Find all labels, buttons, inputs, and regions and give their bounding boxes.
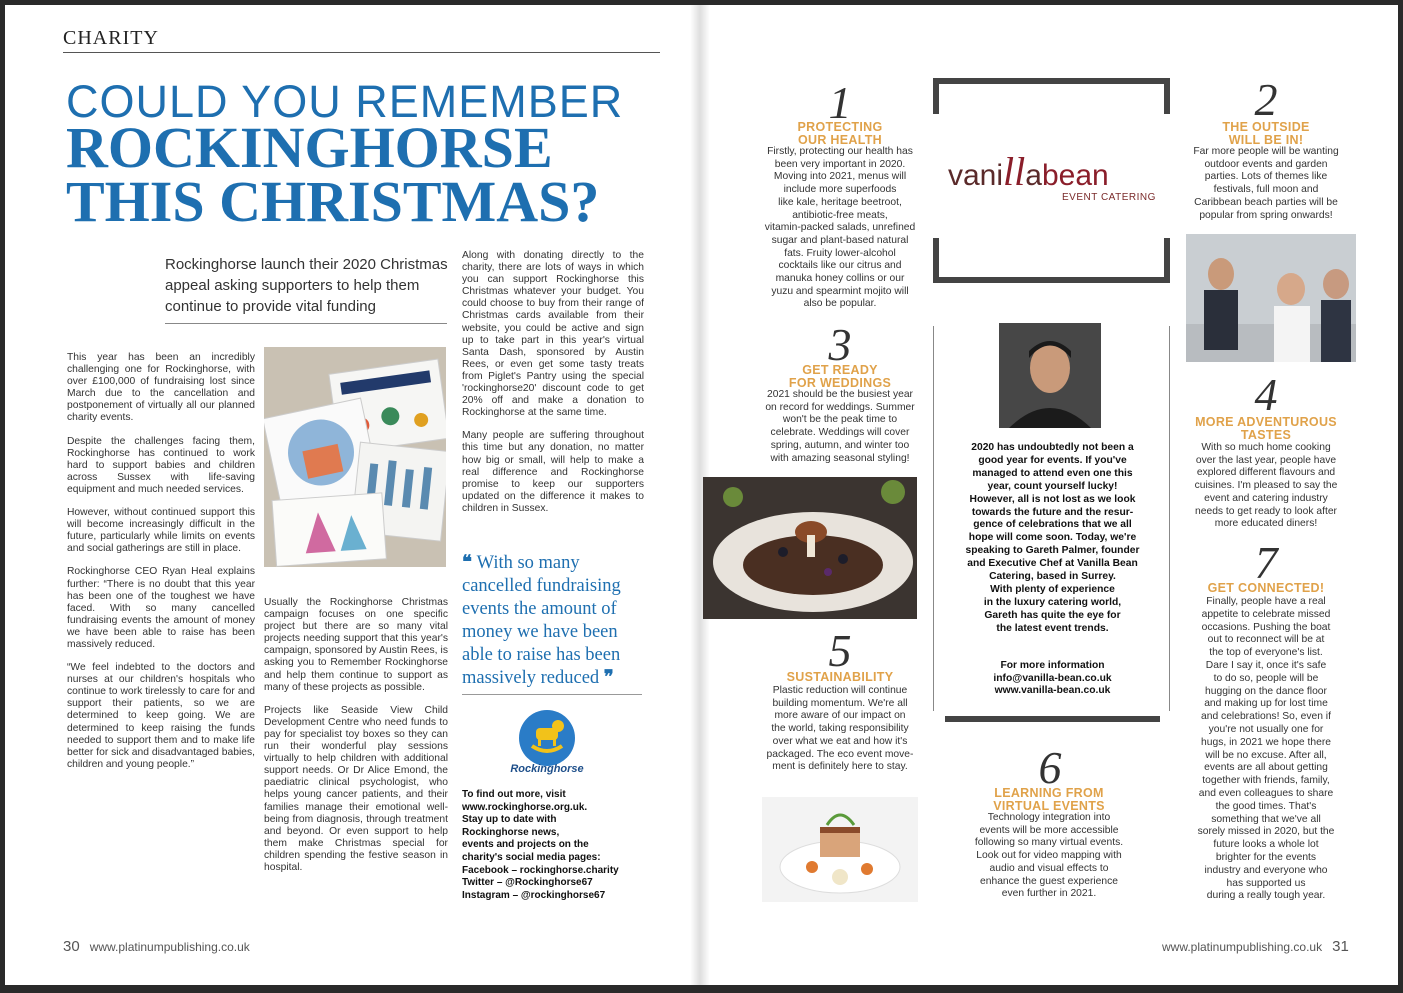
text-line: celebrate. Weddings will cover	[770, 427, 910, 439]
trend-6-title	[968, 787, 1130, 813]
text-line: explored different flavours and	[1196, 467, 1336, 479]
text-line: the latest event trends.	[996, 622, 1109, 634]
trend-4-title	[1180, 416, 1352, 442]
text-line: year, count yourself lucky!	[987, 480, 1118, 492]
paragraph: “We feel indebted to the doctors and nurses at our children's hospitals who continue to work tirelessly to care for and support their patients, so we are determined to keep going. We are determined to keep raising the funds needed to support them and to make life better for sick and disadvantaged babies, children and young people.”	[67, 662, 255, 770]
intro-standfirst: Rockinghorse launch their 2020 Christmas appeal asking supporters to help them continue to provide vital funding	[165, 256, 448, 315]
title-line: LEARNING FROM	[994, 786, 1104, 800]
text-line: festivals, full moon and	[1213, 184, 1319, 196]
text-line: cocktails like our citrus and	[778, 260, 902, 272]
quote-rule	[462, 694, 642, 695]
christmas-cards-photo	[264, 347, 446, 567]
title-line: SUSTAINABILITY	[786, 670, 894, 684]
text-line: something that we've all	[1211, 813, 1321, 825]
page-number: 30	[63, 938, 80, 955]
website-link[interactable]: www.vanilla-bean.co.uk	[994, 685, 1111, 697]
trend-4-number: 4	[1254, 369, 1278, 420]
text-line: appetite to celebrate missed	[1201, 608, 1331, 620]
open-quote-icon: ❝	[462, 553, 477, 573]
text-line: popular from spring onwards!	[1199, 209, 1333, 221]
left-footer	[63, 938, 250, 955]
text-line: With so much home cooking	[1201, 442, 1331, 453]
text-line: Instagram – @rockinghorse67	[462, 889, 606, 901]
trend-7-title	[1186, 582, 1346, 595]
text-line: sorely missed in 2020, but the	[1197, 826, 1335, 838]
rockinghorse-logo-text: Rockinghorse	[510, 763, 584, 775]
text-line: during a really tough year.	[1206, 890, 1326, 902]
text-line: hugs, in 2021 we hope there	[1201, 736, 1331, 748]
section-rule	[63, 52, 660, 53]
text-line: hugging on the dance floor	[1205, 685, 1327, 697]
text-line: vitamin-packed salads, unrefined	[764, 222, 916, 234]
headline-line-3: THIS CHRISTMAS?	[66, 169, 600, 234]
trend-2-number: 2	[1254, 74, 1278, 125]
logo-frame-bottom	[933, 277, 1170, 283]
column-1	[67, 352, 255, 782]
logo-frame-left-bottom	[933, 238, 939, 282]
title-line: PROTECTING	[797, 120, 883, 134]
text-line: in the luxury catering world,	[983, 596, 1122, 608]
title-line: TASTES	[1240, 428, 1292, 442]
text-line: speaking to Gareth Palmer, founder	[965, 545, 1140, 557]
trend-1-number: 1	[828, 77, 852, 128]
text-line: spring, autumn, and winter too	[770, 439, 910, 451]
trend-6-number: 6	[1038, 742, 1062, 793]
text-line: Stay up to date with	[462, 814, 557, 826]
text-line: on record for weddings. Summer	[765, 401, 915, 413]
pull-quote-text: With so many cancelled fundraising events the amount of money we have been able to raise has been massively reduced	[462, 553, 621, 688]
text-line: events and projects on the	[462, 839, 589, 851]
logo-frame-right-bottom	[1164, 238, 1170, 282]
chef-portrait-photo	[999, 323, 1101, 428]
column-2	[264, 597, 448, 885]
headline-line-1: COULD YOU REMEMBER	[66, 76, 624, 127]
logo-frame-top	[933, 78, 1170, 84]
footer-url[interactable]: www.platinumpublishing.co.uk	[89, 940, 250, 954]
text-line: hope will come soon. Today, we're	[968, 532, 1137, 544]
paragraph: Projects like Seaside View Child Development Centre who need funds to pay for specialist toy boxes so they can run their wonderful play sessions virtually to help children with additional support needs. Or Dr Alice Emond, the paediatric clinical psychologist, who helps young cancer patients, and their families manage their emotional well-being from diagnosis, through treatment and beyond. Or even support to help them make Christmas special for children spending the festive season in hospital.	[264, 704, 448, 873]
text-line: to do so, people will be	[1213, 672, 1319, 684]
intro-rule	[165, 323, 447, 324]
text-line: ment is definitely here to stay.	[772, 761, 908, 773]
plated-dish-photo	[762, 797, 918, 902]
text-line: packaged. The eco event move-	[766, 748, 914, 760]
text-line: fats. Fruity lower-alcohol	[784, 247, 896, 259]
text-line: enhance the guest experience	[980, 875, 1118, 887]
text-line: parties. Lots of themes like	[1204, 171, 1328, 183]
text-line: out to reconnect will be at	[1207, 634, 1325, 646]
text-line: To find out more, visit	[462, 789, 566, 800]
website-link[interactable]: www.rockinghorse.org.uk.	[462, 801, 588, 813]
text-line: Caribbean beach parties will be	[1194, 196, 1338, 208]
email-link[interactable]: info@vanilla-bean.co.uk	[993, 672, 1112, 684]
text-line: over the last year, people have	[1195, 454, 1337, 466]
trend-5-number: 5	[828, 625, 852, 676]
text-line: industry and everyone who	[1204, 864, 1328, 876]
logo-frame-left-top	[933, 78, 939, 114]
text-line: antibiotic-free meats,	[792, 209, 888, 221]
close-quote-icon: ❞	[599, 668, 614, 688]
title-line: FOR WEDDINGS	[788, 376, 892, 390]
title-line: GET READY	[802, 363, 878, 377]
text-line: sugar and plant-based natural	[771, 234, 909, 246]
trend-3-body	[758, 389, 922, 465]
trend-5-body	[758, 685, 922, 774]
text-line: managed to attend even one this	[972, 467, 1133, 479]
text-line: building momentum. We're all	[772, 697, 908, 709]
text-line: Rockinghorse news,	[462, 826, 560, 838]
text-line: won't be the peak time to	[782, 414, 898, 426]
text-line: audio and visual effects to	[989, 862, 1109, 874]
text-line: and even colleagues to share	[1198, 787, 1334, 799]
section-label: CHARITY	[63, 27, 159, 49]
paragraph: Usually the Rockinghorse Christmas campaign focuses on one specific project but there are so many vital projects needing support that this year's campaign, sponsored by Austin Rees, is asking you to Remember Rockinghorse and help them continue to support as many of these projects as possible.	[264, 597, 448, 693]
text-line: towards the future and the resur-	[971, 506, 1134, 518]
title-line: WILL BE IN!	[1228, 133, 1304, 147]
trend-4-body	[1178, 442, 1354, 531]
chefs-photo	[1186, 234, 1356, 362]
text-line: with amazing seasonal styling!	[770, 452, 910, 464]
footer-url[interactable]: www.platinumpublishing.co.uk	[1162, 940, 1323, 954]
paragraph: Along with donating directly to the charity, there are lots of ways in which you can support Rockinghorse this Christmas whatever your budget. You could choose to buy from their range of Christmas cards available from their website, you could be active and sign up to take part in this year's virtual Santa Dash, sponsored by Austin Rees, or even get some tasty treats from Piglet's Pantry using the special 'rockinghorse20' discount code to get 20% off and make a donation to Rockinghorse at the same time.	[462, 250, 644, 419]
interview-intro	[945, 442, 1160, 636]
paragraph: Rockinghorse CEO Ryan Heal explains further: “There is no doubt that this year has been one of the toughest we have faced. With so many cancelled fundraising events the amount of money we have been able to raise has been massively reduced.	[67, 566, 255, 650]
text-line: cuisines. I'm pleased to say the	[1194, 480, 1338, 492]
title-line: OUR HEALTH	[797, 133, 882, 147]
text-line: Firstly, protecting our health has	[767, 146, 913, 157]
text-line: brighter for the events	[1215, 851, 1317, 863]
logo-word: vani	[948, 159, 1004, 192]
text-line: Moving into 2021, menus will	[773, 171, 907, 183]
text-line: more aware of our impact on	[774, 710, 906, 722]
text-line: With plenty of experience	[990, 583, 1115, 595]
text-line: occasions. Pushing the boat	[1201, 621, 1331, 633]
title-line: THE OUTSIDE	[1222, 120, 1310, 134]
text-line: outdoor events and garden	[1204, 158, 1328, 170]
pull-quote	[462, 552, 642, 690]
text-line: needs to get ready to look after	[1195, 505, 1337, 517]
trend-7-number: 7	[1254, 537, 1278, 588]
text-line: However, all is not lost as we look	[969, 493, 1136, 505]
column-rule	[1169, 326, 1170, 711]
text-line: events are all about getting	[1204, 762, 1328, 774]
text-line: good year for events. If you've	[978, 454, 1127, 466]
find-out-more	[462, 789, 662, 902]
center-rule	[945, 716, 1160, 722]
trend-1-body	[758, 146, 922, 311]
paragraph: This year has been an incredibly challenging one for Rockinghorse, with over £100,000 of fundraising lost since March due to the cancellation and postponement of virtually all our planned charity events.	[67, 352, 255, 424]
text-line: For more information	[1000, 660, 1105, 671]
paragraph: Despite the challenges facing them, Rockinghorse has continued to work hard to support babies and children across Sussex with life-saving equipment and much needed services.	[67, 435, 255, 495]
logo-frame-right-top	[1164, 78, 1170, 114]
trend-7-body	[1178, 596, 1354, 903]
text-line: manuka honey collins or our	[775, 273, 905, 285]
text-line: Twitter – @Rockinghorse67	[462, 877, 593, 889]
text-line: Facebook – rockinghorse.charity	[462, 864, 619, 876]
text-line: include more superfoods	[783, 184, 897, 196]
text-line: has supported us	[1226, 877, 1306, 889]
text-line: like kale, heritage beetroot,	[778, 196, 902, 208]
text-line: following so many virtual events.	[974, 837, 1124, 849]
text-line: over what we eat and how it's	[772, 735, 908, 747]
text-line: 2021 should be the busiest year	[767, 389, 913, 400]
headline-line-2: ROCKINGHORSE	[66, 115, 553, 180]
page-number: 31	[1332, 938, 1349, 955]
right-footer	[1162, 938, 1349, 955]
text-line: Far more people will be wanting	[1193, 146, 1339, 157]
text-line: future looks a whole lot	[1213, 839, 1319, 851]
text-line: gence of celebrations that we all	[973, 519, 1132, 531]
text-line: you're not usually one for	[1208, 723, 1324, 735]
trend-1-title	[760, 121, 920, 147]
text-line: Finally, people have a real	[1206, 596, 1326, 607]
text-line: the top of everyone's list.	[1209, 647, 1323, 659]
text-line: will be no excuse. After all,	[1205, 749, 1327, 761]
trend-3-title	[760, 364, 920, 390]
title-line: GET CONNECTED!	[1207, 581, 1325, 595]
trend-3-number: 3	[828, 319, 852, 370]
text-line: 2020 has undoubtedly not been a	[971, 442, 1134, 453]
text-line: yuzu and spearmint mojito will	[771, 285, 909, 297]
text-line: more educated diners!	[1214, 518, 1318, 530]
logo-vanilla-pod-icon: ll	[1003, 149, 1026, 194]
text-line: even further in 2021.	[1001, 888, 1097, 900]
vanilla-bean-tagline: EVENT CATERING	[1062, 192, 1156, 203]
text-line: Look out for video mapping with	[976, 850, 1122, 862]
trend-2-body	[1178, 146, 1354, 222]
text-line: the good times. That's	[1215, 800, 1317, 812]
text-line: Gareth has quite the eye for	[984, 609, 1121, 621]
text-line: also be popular.	[803, 298, 877, 310]
logo-word: bean	[1041, 159, 1109, 192]
more-info	[945, 660, 1160, 698]
text-line: and making up for lost time	[1204, 698, 1328, 710]
text-line: event and catering industry	[1204, 492, 1328, 504]
trend-6-body	[963, 812, 1135, 901]
trend-2-title	[1186, 121, 1346, 147]
text-line: Technology integration into	[987, 812, 1111, 823]
text-line: the world, taking responsibility	[771, 723, 909, 735]
text-line: Plastic reduction will continue	[772, 685, 908, 696]
text-line: Catering, based in Surrey.	[989, 571, 1116, 583]
text-line: and celebrations! So, even if	[1201, 711, 1331, 723]
text-line: Dare I say it, once it's safe	[1205, 659, 1327, 671]
logo-word: a	[1025, 159, 1042, 192]
title-line: MORE ADVENTUROUS	[1195, 415, 1337, 429]
trend-5-title	[760, 671, 920, 684]
column-3	[462, 250, 644, 526]
text-line: and Executive Chef at Vanilla Bean	[967, 558, 1138, 570]
text-line: together with friends, family,	[1202, 775, 1330, 787]
column-rule	[933, 326, 934, 711]
title-line: VIRTUAL EVENTS	[993, 799, 1105, 813]
paragraph: However, without continued support this will become increasingly difficult in the future, particularly while limits on events and social gatherings are still in place.	[67, 507, 255, 555]
text-line: charity's social media pages:	[462, 851, 601, 863]
dessert-photo	[703, 477, 917, 619]
text-line: been very important in 2020.	[774, 158, 906, 170]
text-line: events will be more accessible	[979, 824, 1119, 836]
vanilla-bean-logo	[948, 148, 1158, 195]
paragraph: Many people are suffering throughout this time but any donation, no matter how big or small, will help to make a real difference and Rockinghorse promise to keep our supporters updated on the difference it makes to children in Sussex.	[462, 430, 644, 514]
